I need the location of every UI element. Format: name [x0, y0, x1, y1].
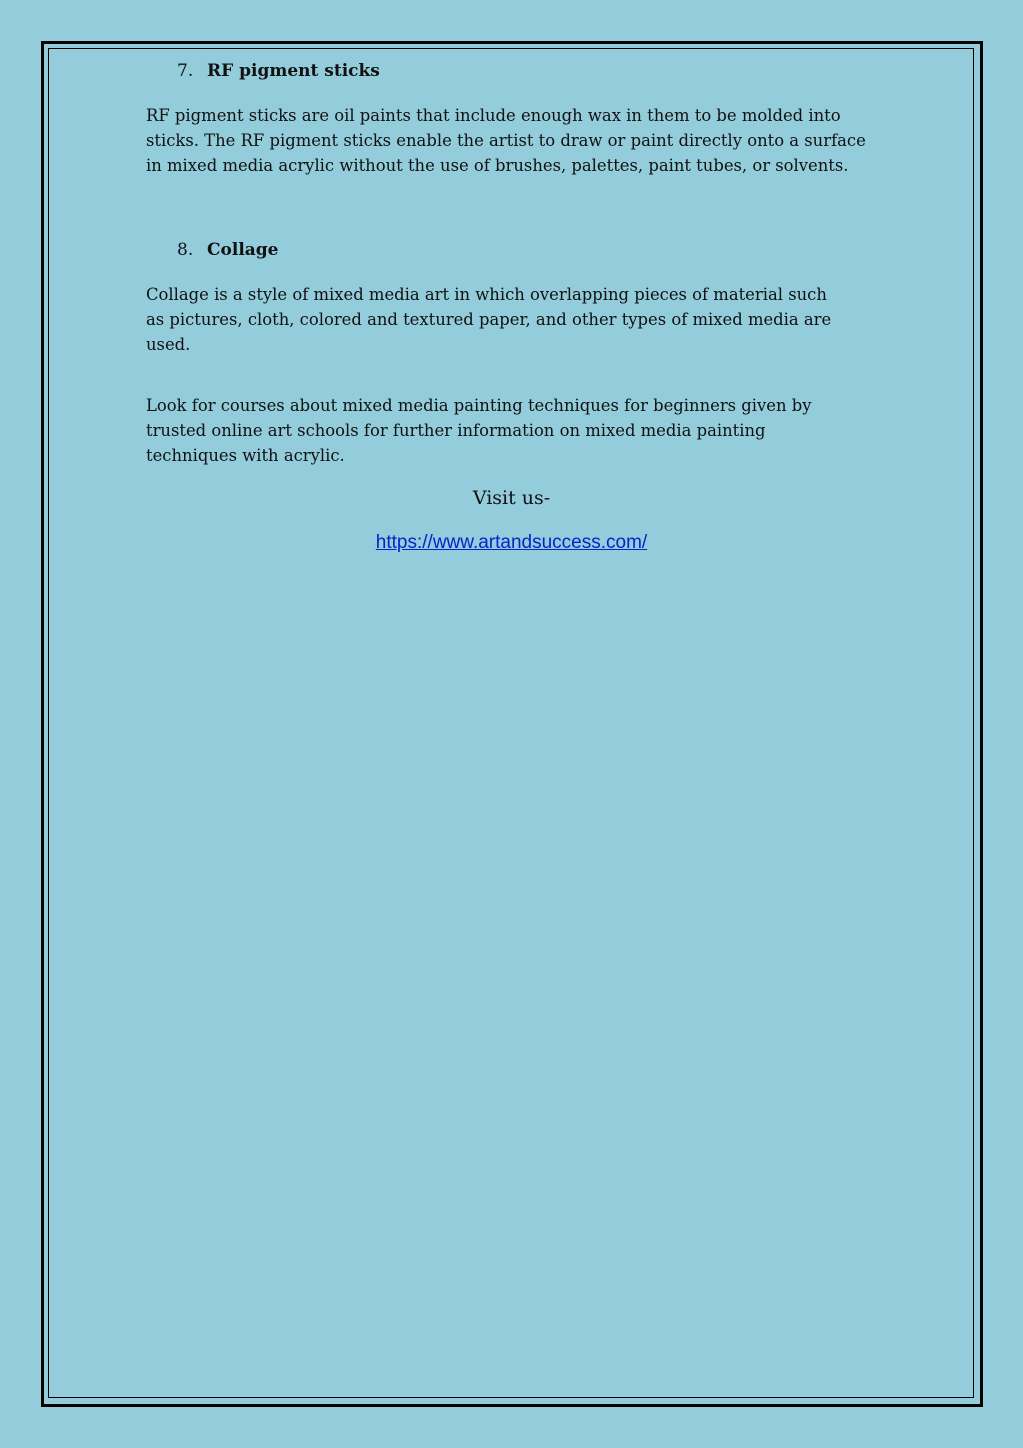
closing-paragraph: Look for courses about mixed media painting techniques for beginners given by trusted online art schools for further information on mixed media painting techniques with acrylic.	[146, 396, 812, 465]
website-link[interactable]: https://www.artandsuccess.com/	[375, 532, 648, 553]
section-heading-collage	[177, 240, 279, 260]
section-heading-rf-pigment-sticks	[177, 61, 380, 81]
website-link-wrapper	[0, 532, 1023, 554]
visit-us-label: Visit us-	[472, 487, 551, 509]
section-title: RF pigment sticks	[207, 61, 380, 81]
section-number: 7.	[177, 61, 194, 81]
section-paragraph-rf-pigment-sticks: RF pigment sticks are oil paints that include enough wax in them to be molded into sticks. The RF pigment sticks enable the artist to draw or paint directly onto a surface in mixed media acrylic without the use of brushes, palettes, paint tubes, or solvents.	[146, 106, 866, 175]
section-title: Collage	[207, 240, 279, 260]
section-paragraph-collage: Collage is a style of mixed media art in which overlapping pieces of material such as pictures, cloth, colored and textured paper, and other types of mixed media are used.	[146, 285, 832, 354]
section-number: 8.	[177, 240, 194, 260]
